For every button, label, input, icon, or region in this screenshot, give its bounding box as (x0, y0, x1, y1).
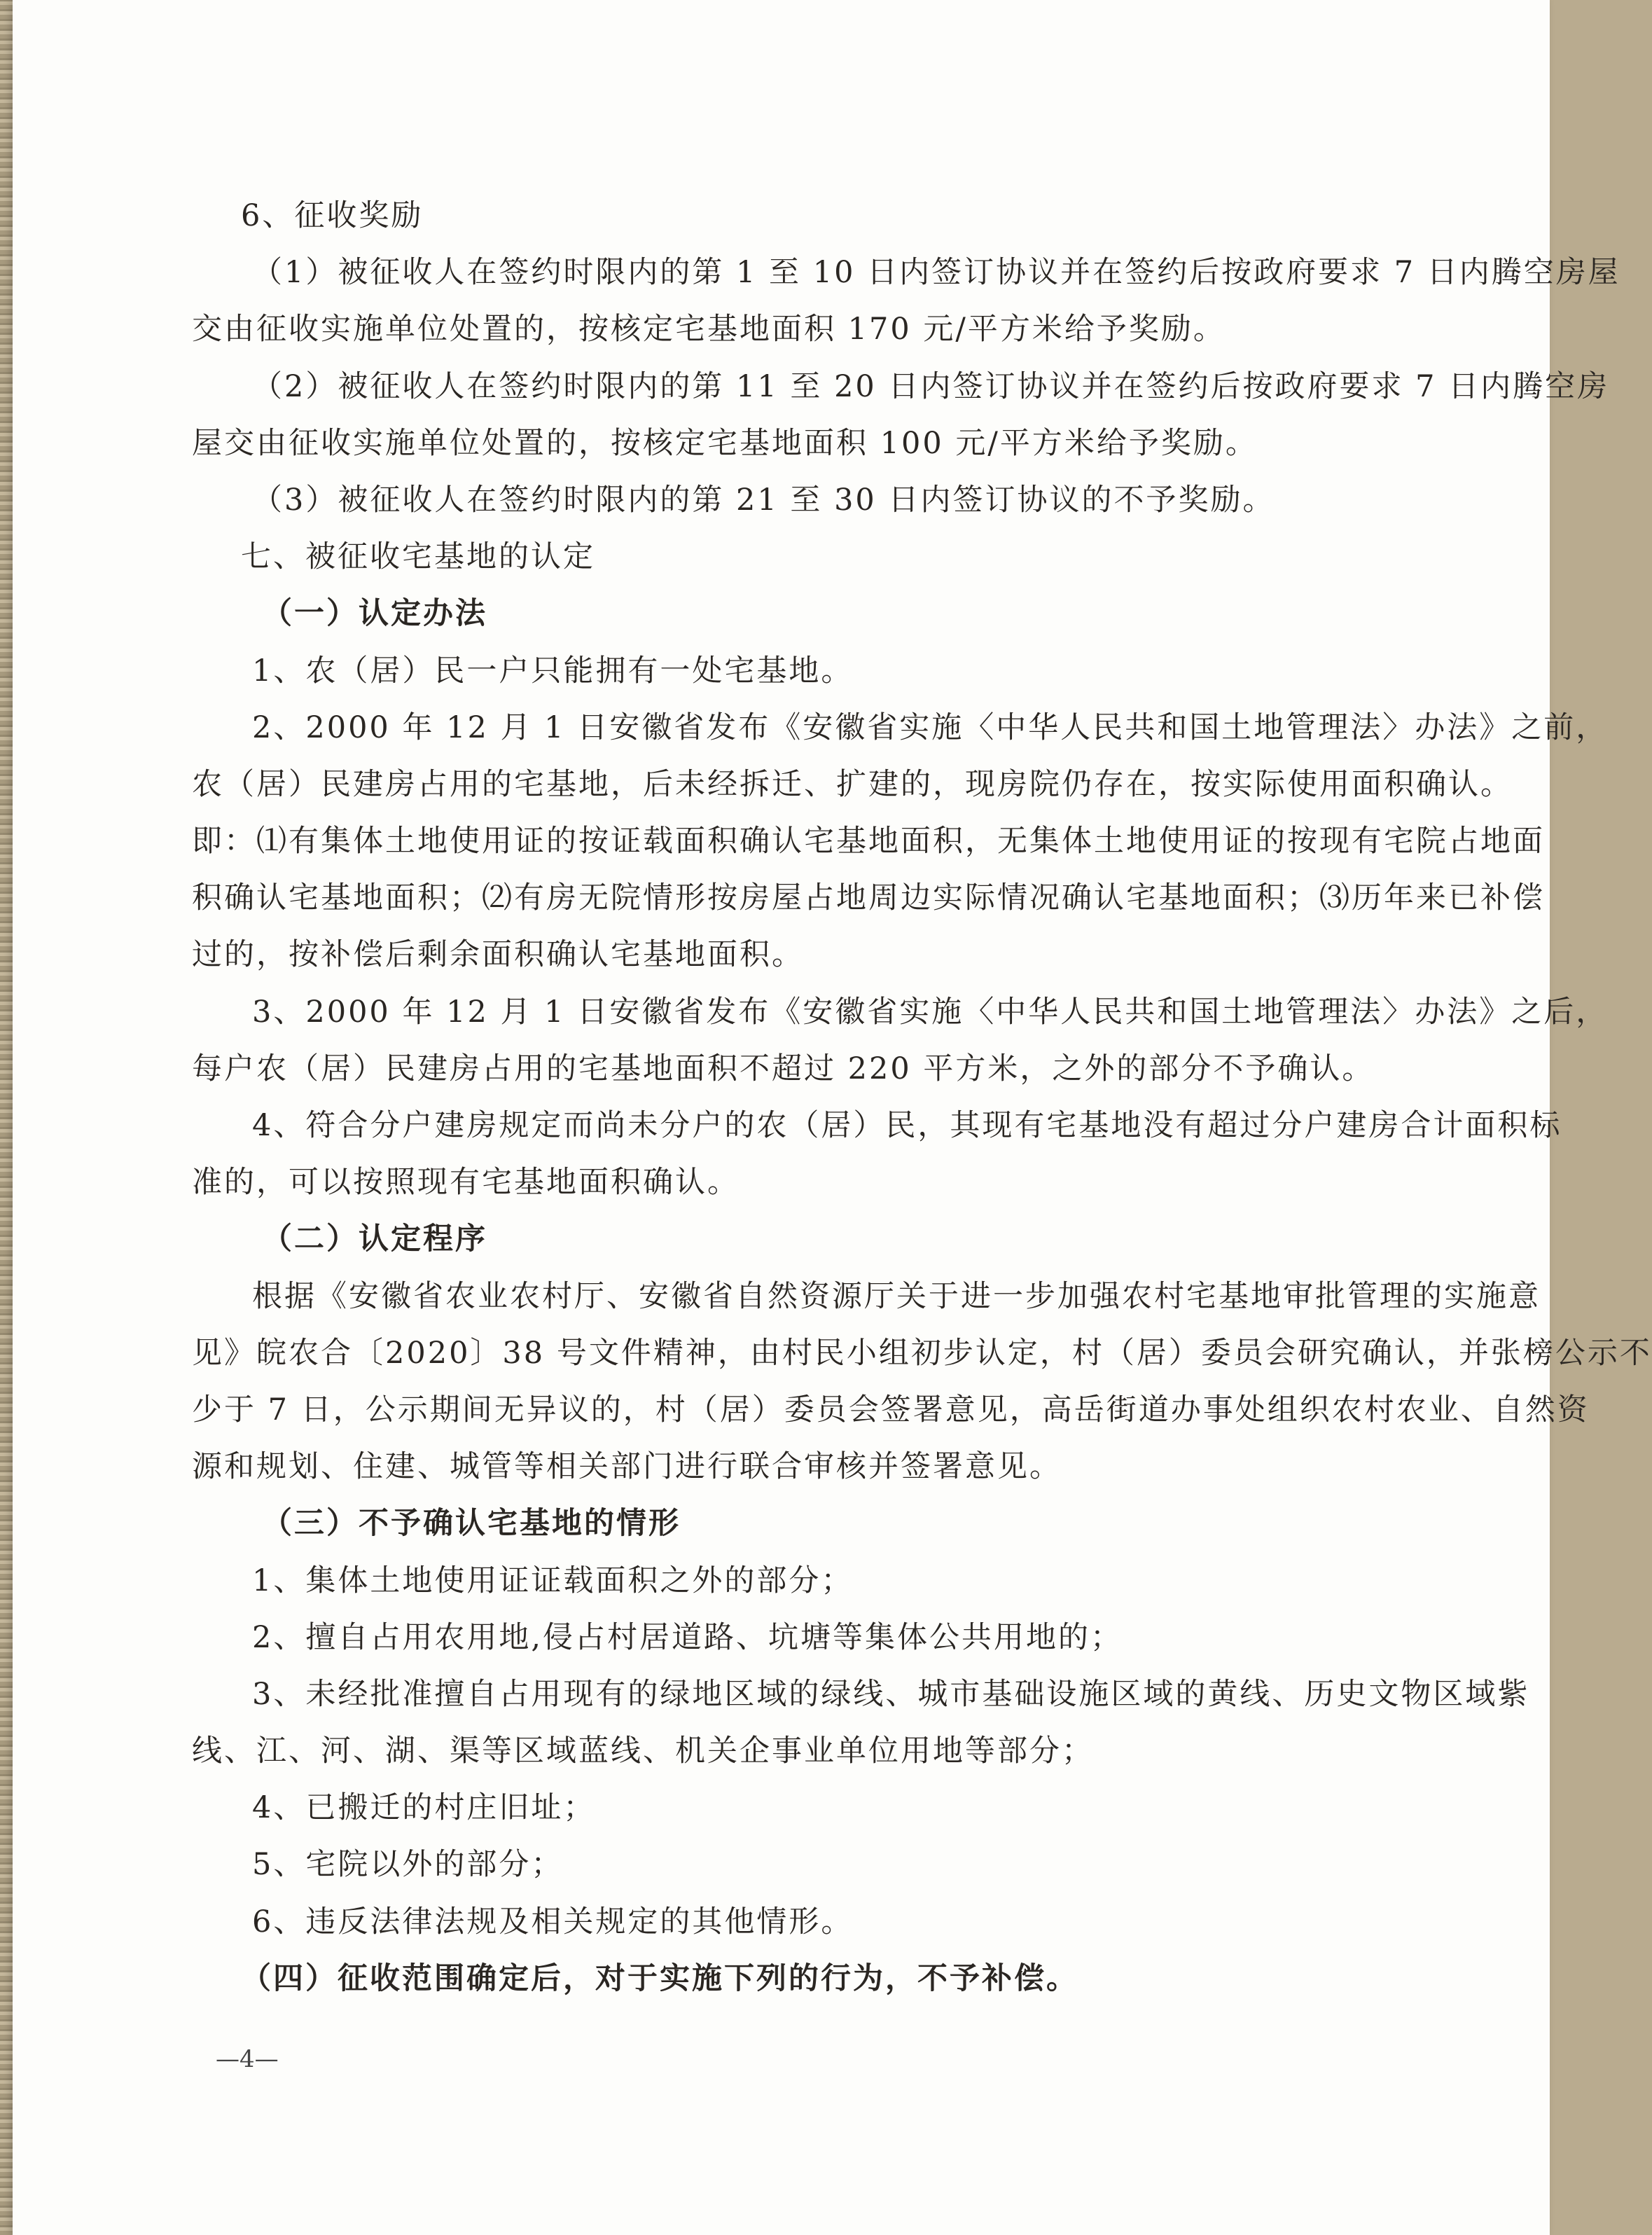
paragraph-line: 农（居）民建房占用的宅基地，后未经拆迁、扩建的，现房院仍存在，按实际使用面积确认。 (192, 766, 1513, 802)
paragraph-line: 2、2000 年 12 月 1 日安徽省发布《安徽省实施〈中华人民共和国土地管理法〉办法》之前， (252, 710, 1609, 745)
subheading-4: （四）征收范围确定后，对于实施下列的行为，不予补偿。 (241, 1960, 1078, 1996)
paragraph-line: 见》皖农合〔2020〕38 号文件精神，由村民小组初步认定，村（居）委员会研究确认，并张榜公示不 (192, 1335, 1652, 1371)
paragraph-line: 准的，可以按照现有宅基地面积确认。 (192, 1165, 740, 1200)
document-page (13, 0, 1652, 2235)
list-item: 1、集体土地使用证证载面积之外的部分； (252, 1563, 854, 1598)
heading-incentive: 6、征收奖励 (241, 198, 424, 233)
paragraph-line: 过的，按补偿后剩余面积确认宅基地面积。 (192, 937, 804, 973)
paragraph-line: 即：⑴有集体土地使用证的按证载面积确认宅基地面积，无集体土地使用证的按现有宅院占地面 (192, 824, 1545, 859)
paragraph-line: 4、符合分户建房规定而尚未分户的农（居）民，其现有宅基地没有超过分户建房合计面积标 (252, 1108, 1562, 1143)
list-item: 5、宅院以外的部分； (252, 1847, 564, 1883)
paragraph-line: 少于 7 日，公示期间无异议的，村（居）委员会签署意见，高岳街道办事处组织农村农业、自然资 (192, 1392, 1590, 1427)
paragraph-line: （1）被征收人在签约时限内的第 1 至 10 日内签订协议并在签约后按政府要求 7 日内腾空房屋 (252, 255, 1620, 291)
page-number: —4— (216, 2045, 279, 2073)
subheading-1: （一）认定办法 (262, 596, 487, 632)
paragraph-line: 交由征收实施单位处置的，按核定宅基地面积 170 元/平方米给予奖励。 (192, 312, 1226, 347)
scan-background-edge (0, 0, 13, 2235)
paragraph-line: 积确认宅基地面积；⑵有房无院情形按房屋占地周边实际情况确认宅基地面积；⑶历年来已补偿 (192, 880, 1545, 916)
list-item: 3、未经批准擅自占用现有的绿地区域的绿线、城市基础设施区域的黄线、历史文物区域紫 (252, 1676, 1530, 1712)
page-body (192, 188, 1652, 2007)
section-heading-7: 七、被征收宅基地的认定 (241, 539, 595, 575)
paragraph-line: （2）被征收人在签约时限内的第 11 至 20 日内签订协议并在签约后按政府要求 7 日内腾空房 (252, 368, 1610, 404)
subheading-3: （三）不予确认宅基地的情形 (262, 1506, 681, 1542)
paragraph-line: 1、农（居）民一户只能拥有一处宅基地。 (252, 653, 854, 689)
list-item: 2、擅自占用农用地,侵占村居道路、坑塘等集体公共用地的； (252, 1619, 1123, 1655)
list-item: 6、违反法律法规及相关规定的其他情形。 (252, 1904, 854, 1939)
list-item-continued: 线、江、河、湖、渠等区域蓝线、机关企事业单位用地等部分； (192, 1734, 1094, 1769)
paragraph-line: 屋交由征收实施单位处置的，按核定宅基地面积 100 元/平方米给予奖励。 (192, 425, 1258, 461)
paragraph-line: （3）被征收人在签约时限内的第 21 至 30 日内签订协议的不予奖励。 (252, 482, 1275, 518)
paragraph-line: 每户农（居）民建房占用的宅基地面积不超过 220 平方米，之外的部分不予确认。 (192, 1051, 1375, 1086)
paragraph-line: 3、2000 年 12 月 1 日安徽省发布《安徽省实施〈中华人民共和国土地管理法〉办法》之后， (252, 994, 1609, 1030)
subheading-2: （二）认定程序 (262, 1222, 487, 1257)
list-item: 4、已搬迁的村庄旧址； (252, 1790, 596, 1826)
paragraph-line: 根据《安徽省农业农村厅、安徽省自然资源厅关于进一步加强农村宅基地审批管理的实施意 (252, 1278, 1541, 1314)
paragraph-line: 源和规划、住建、城管等相关部门进行联合审核并签署意见。 (192, 1449, 1062, 1485)
